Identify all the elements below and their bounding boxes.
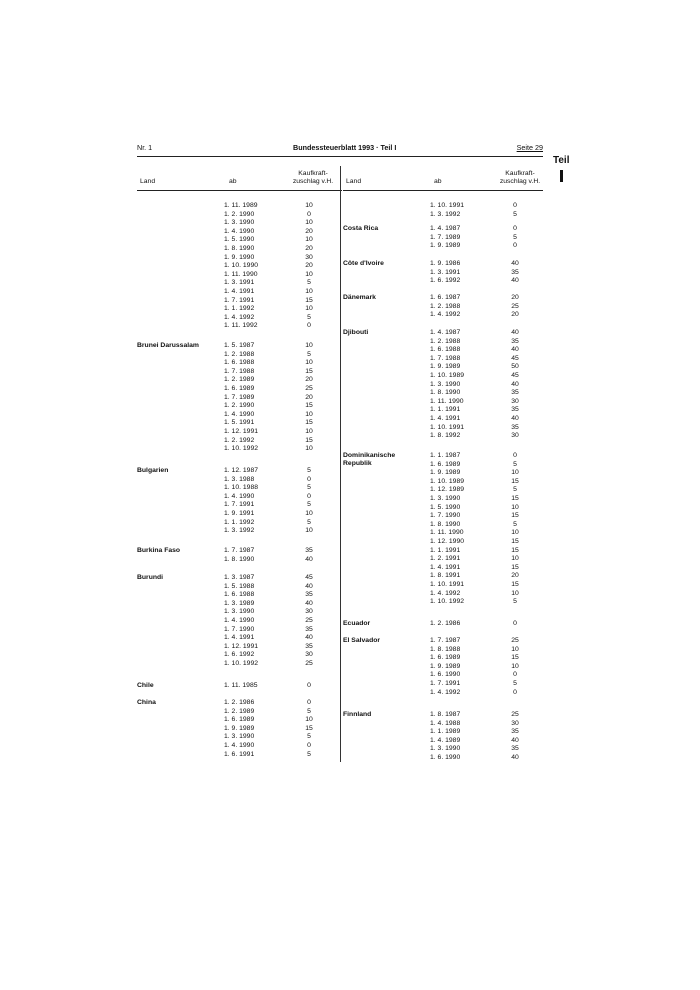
effective-date: 1. 3. 1988: [224, 475, 255, 483]
surcharge-value: 0: [307, 475, 311, 483]
country-name: Côte d'Ivoire: [343, 260, 384, 267]
effective-date: 1. 8. 1987: [430, 711, 461, 718]
effective-date: 1. 4. 1990: [224, 410, 255, 418]
surcharge-value: 5: [307, 707, 311, 715]
col-land-right: Land: [346, 178, 362, 185]
effective-date: 1. 1. 1989: [430, 728, 461, 736]
effective-date: 1. 3. 1990: [224, 608, 255, 616]
surcharge-value: 15: [305, 367, 313, 375]
surcharge-value: 5: [307, 467, 311, 474]
effective-date: 1. 3. 1990: [224, 219, 255, 227]
effective-date: 1. 7. 1987: [224, 547, 255, 554]
effective-date: 1. 3. 1990: [430, 380, 461, 388]
surcharge-value: 0: [513, 225, 517, 232]
surcharge-value: 35: [511, 337, 519, 345]
column-divider: [340, 166, 341, 762]
surcharge-value: 5: [307, 350, 311, 358]
effective-date: 1. 2. 1989: [224, 376, 255, 384]
surcharge-value: 10: [305, 342, 313, 349]
effective-date: 1. 1. 1991: [430, 546, 461, 554]
surcharge-value: 0: [307, 210, 311, 218]
effective-date: 1. 3. 1989: [224, 599, 255, 607]
effective-date: 1. 4. 1989: [430, 736, 461, 744]
effective-date: 1. 3. 1990: [430, 495, 461, 502]
surcharge-value: 30: [305, 253, 313, 261]
col-ab-right: ab: [434, 178, 442, 185]
country-name: Burundi: [137, 574, 164, 581]
surcharge-value: 10: [511, 662, 519, 670]
effective-date: 1. 11. 1990: [430, 529, 464, 537]
effective-date: 1. 5. 1991: [224, 419, 255, 427]
col-zuschlag-right: Kaufkraft- zuschlag v.H.: [499, 170, 541, 185]
effective-date: 1. 11. 1990: [224, 270, 258, 278]
surcharge-value: 0: [307, 492, 311, 500]
effective-date: 1. 4. 1990: [224, 617, 255, 624]
surcharge-value: 30: [305, 608, 313, 616]
effective-date: 1. 4. 1988: [430, 719, 461, 727]
effective-date: 1. 2. 1991: [430, 555, 461, 563]
effective-date: 1. 9. 1991: [224, 510, 255, 517]
surcharge-value: 10: [305, 202, 313, 209]
effective-date: 1. 4. 1992: [224, 313, 255, 321]
effective-date: 1. 10. 1991: [430, 202, 465, 209]
surcharge-value: 5: [307, 279, 311, 287]
surcharge-value: 0: [513, 242, 517, 250]
effective-date: 1. 7. 1991: [224, 296, 255, 304]
effective-date: 1. 7. 1990: [430, 512, 461, 520]
effective-date: 1. 3. 1987: [224, 574, 255, 581]
surcharge-value: 5: [513, 680, 517, 687]
page-header: [137, 143, 545, 155]
surcharge-value: 5: [513, 233, 517, 241]
country-name: Finnland: [343, 711, 372, 718]
column-header-rule-right: [343, 190, 543, 191]
effective-date: 1. 10. 1988: [224, 484, 259, 492]
effective-date: 1. 11. 1989: [224, 202, 258, 209]
effective-date: 1. 6. 1992: [224, 651, 255, 659]
country-name: Djibouti: [343, 329, 369, 336]
surcharge-value: 5: [307, 750, 311, 758]
effective-date: 1. 12. 1989: [430, 486, 465, 494]
effective-date: 1. 12. 1987: [224, 467, 259, 474]
surcharge-value: 40: [511, 415, 519, 422]
surcharge-value: 40: [511, 346, 519, 354]
effective-date: 1. 4. 1991: [430, 563, 461, 571]
surcharge-value: 5: [513, 520, 517, 528]
effective-date: 1. 10. 1990: [224, 262, 259, 270]
surcharge-value: 20: [511, 572, 519, 580]
part-label: Teil: [553, 155, 570, 166]
effective-date: 1. 2. 1992: [224, 436, 255, 444]
surcharge-value: 15: [511, 512, 519, 520]
effective-date: 1. 10. 1989: [430, 477, 465, 485]
surcharge-value: 40: [305, 582, 313, 590]
effective-date: 1. 2. 1988: [430, 337, 461, 345]
surcharge-value: 15: [305, 724, 313, 732]
effective-date: 1. 8. 1990: [430, 389, 461, 397]
effective-date: 1. 4. 1992: [430, 589, 461, 597]
effective-date: 1. 3. 1991: [224, 279, 255, 287]
effective-date: 1. 10. 1991: [430, 581, 465, 588]
surcharge-value: 10: [305, 270, 313, 278]
effective-date: 1. 10. 1991: [430, 423, 465, 431]
col-land-left: Land: [140, 178, 156, 185]
surcharge-value: 15: [511, 477, 519, 485]
surcharge-value: 5: [307, 484, 311, 492]
surcharge-value: 20: [305, 393, 313, 401]
surcharge-value: 10: [305, 359, 313, 367]
effective-date: 1. 8. 1992: [430, 432, 461, 440]
surcharge-value: 15: [305, 296, 313, 304]
effective-date: 1. 11. 1985: [224, 682, 258, 689]
surcharge-value: 0: [513, 671, 517, 679]
surcharge-value: 10: [511, 503, 519, 511]
surcharge-value: 5: [513, 486, 517, 494]
effective-date: 1. 6. 1992: [430, 277, 461, 285]
effective-date: 1. 8. 1991: [430, 572, 461, 580]
effective-date: 1. 2. 1990: [224, 402, 255, 410]
effective-date: 1. 6. 1991: [224, 750, 255, 758]
effective-date: 1. 2. 1989: [224, 707, 255, 715]
effective-date: 1. 6. 1988: [430, 346, 461, 354]
effective-date: 1. 10. 1992: [224, 660, 259, 667]
surcharge-value: 30: [511, 397, 519, 405]
effective-date: 1. 9. 1989: [224, 724, 255, 732]
effective-date: 1. 4. 1991: [224, 634, 255, 642]
surcharge-value: 20: [305, 376, 313, 384]
surcharge-value: 10: [305, 410, 313, 418]
effective-date: 1. 5. 1988: [224, 582, 255, 590]
effective-date: 1. 2. 1988: [224, 350, 255, 358]
effective-date: 1. 6. 1990: [430, 754, 461, 761]
surcharge-value: 5: [307, 313, 311, 321]
surcharge-value: 30: [511, 719, 519, 727]
surcharge-value: 40: [305, 599, 313, 607]
country-name: Brunei Darussalam: [137, 342, 199, 349]
effective-date: 1. 12. 1991: [224, 428, 259, 435]
surcharge-value: 40: [305, 555, 313, 563]
surcharge-value: 35: [511, 406, 519, 414]
surcharge-value: 30: [305, 651, 313, 659]
surcharge-value: 15: [511, 654, 519, 662]
effective-date: 1. 4. 1990: [224, 227, 255, 235]
effective-date: 1. 7. 1988: [430, 354, 461, 362]
surcharge-value: 15: [305, 419, 313, 427]
surcharge-value: 35: [511, 389, 519, 397]
effective-date: 1. 10. 1992: [430, 598, 465, 606]
surcharge-value: 35: [511, 423, 519, 431]
effective-date: 1. 3. 1990: [430, 745, 461, 753]
effective-date: 1. 7. 1989: [224, 393, 255, 401]
country-name: Bulgarien: [137, 467, 169, 474]
effective-date: 1. 7. 1989: [430, 233, 461, 241]
effective-date: 1. 7. 1991: [430, 680, 461, 687]
country-name: China: [137, 699, 156, 706]
surcharge-value: 25: [305, 385, 313, 392]
country-name: Costa Rica: [343, 225, 379, 232]
surcharge-value: 40: [511, 736, 519, 744]
effective-date: 1. 4. 1991: [430, 415, 461, 422]
surcharge-value: 45: [305, 574, 313, 581]
effective-date: 1. 9. 1986: [430, 260, 461, 267]
effective-date: 1. 12. 1990: [430, 538, 465, 545]
surcharge-value: 15: [511, 495, 519, 502]
effective-date: 1. 8. 1990: [224, 555, 255, 563]
surcharge-value: 35: [511, 745, 519, 753]
part-roman-numeral: [560, 170, 563, 182]
effective-date: 1. 1. 1987: [430, 452, 461, 459]
surcharge-value: 25: [305, 617, 313, 624]
effective-date: 1. 3. 1992: [430, 210, 461, 218]
surcharge-value: 10: [305, 445, 313, 453]
effective-date: 1. 3. 1991: [430, 268, 461, 276]
surcharge-value: 10: [511, 645, 519, 653]
effective-date: 1. 6. 1989: [430, 654, 461, 662]
surcharge-value: 40: [511, 329, 519, 336]
effective-date: 1. 4. 1991: [224, 288, 255, 295]
country-name: Dänemark: [343, 294, 376, 301]
surcharge-value: 15: [511, 538, 519, 545]
surcharge-value: 15: [305, 436, 313, 444]
effective-date: 1. 9. 1989: [430, 242, 461, 250]
surcharge-value: 0: [513, 452, 517, 459]
effective-date: 1. 2. 1986: [224, 699, 255, 706]
effective-date: 1. 3. 1992: [224, 527, 255, 535]
effective-date: 1. 1. 1991: [430, 406, 461, 414]
surcharge-value: 35: [511, 728, 519, 736]
surcharge-value: 25: [511, 711, 519, 718]
country-name: Chile: [137, 682, 154, 689]
surcharge-value: 0: [307, 682, 311, 689]
surcharge-value: 20: [511, 294, 519, 301]
effective-date: 1. 7. 1991: [224, 501, 255, 509]
effective-date: 1. 6. 1989: [430, 460, 461, 468]
surcharge-value: 10: [511, 529, 519, 537]
surcharge-value: 5: [513, 598, 517, 606]
effective-date: 1. 4. 1987: [430, 329, 461, 336]
effective-date: 1. 2. 1990: [224, 210, 255, 218]
effective-date: 1. 6. 1988: [224, 359, 255, 367]
surcharge-value: 0: [513, 620, 517, 627]
col-zuschlag-left: Kaufkraft- zuschlag v.H.: [292, 170, 334, 185]
surcharge-value: 20: [305, 262, 313, 270]
effective-date: 1. 6. 1989: [224, 716, 255, 724]
surcharge-value: 0: [513, 688, 517, 696]
surcharge-value: 35: [305, 642, 313, 650]
effective-date: 1. 7. 1990: [224, 625, 255, 633]
surcharge-value: 15: [511, 581, 519, 588]
surcharge-value: 10: [305, 219, 313, 227]
effective-date: 1. 5. 1987: [224, 342, 255, 349]
effective-date: 1. 1. 1992: [224, 305, 255, 313]
effective-date: 1. 12. 1991: [224, 642, 259, 650]
surcharge-value: 20: [305, 245, 313, 252]
effective-date: 1. 4. 1987: [430, 225, 461, 232]
surcharge-value: 0: [307, 699, 311, 706]
surcharge-value: 40: [305, 634, 313, 642]
effective-date: 1. 10. 1992: [224, 445, 259, 453]
issue-number: Nr. 1: [137, 143, 153, 152]
surcharge-value: 15: [305, 402, 313, 410]
surcharge-value: 5: [513, 460, 517, 468]
surcharge-value: 45: [511, 354, 519, 362]
country-name: El Salvador: [343, 637, 381, 644]
surcharge-value: 10: [305, 527, 313, 535]
effective-date: 1. 6. 1990: [430, 671, 461, 679]
effective-date: 1. 1. 1992: [224, 518, 255, 526]
column-header-rule-left: [137, 190, 342, 191]
surcharge-value: 15: [511, 546, 519, 554]
country-name: Burkina Faso: [137, 547, 181, 554]
effective-date: 1. 6. 1988: [224, 591, 255, 599]
effective-date: 1. 2. 1986: [430, 620, 461, 627]
effective-date: 1. 8. 1990: [224, 245, 255, 252]
col-ab-left: ab: [229, 178, 237, 185]
surcharge-value: 15: [511, 563, 519, 571]
surcharge-value: 10: [305, 510, 313, 517]
surcharge-value: 10: [305, 288, 313, 295]
effective-date: 1. 7. 1987: [430, 637, 461, 644]
surcharge-value: 10: [511, 555, 519, 563]
country-name: Ecuador: [343, 620, 371, 627]
surcharge-value: 10: [305, 428, 313, 435]
effective-date: 1. 9. 1989: [430, 363, 461, 371]
surcharge-value: 25: [511, 637, 519, 644]
effective-date: 1. 7. 1988: [224, 367, 255, 375]
surcharge-value: 25: [305, 660, 313, 667]
surcharge-value: 35: [305, 591, 313, 599]
effective-date: 1. 10. 1989: [430, 372, 465, 379]
surcharge-value: 40: [511, 380, 519, 388]
surcharge-value: 40: [511, 260, 519, 267]
effective-date: 1. 4. 1992: [430, 311, 461, 319]
effective-date: 1. 5. 1990: [224, 236, 255, 244]
effective-date: 1. 9. 1989: [430, 469, 461, 477]
surcharge-value: 20: [511, 311, 519, 319]
header-rule: [137, 156, 543, 157]
effective-date: 1. 3. 1990: [224, 733, 255, 741]
page-number: Seite 29: [516, 143, 543, 152]
surcharge-value: 0: [513, 202, 517, 209]
surcharge-value: 10: [511, 589, 519, 597]
surcharge-value: 10: [305, 716, 313, 724]
surcharge-value: 20: [305, 227, 313, 235]
surcharge-value: 5: [307, 733, 311, 741]
surcharge-value: 35: [511, 268, 519, 276]
surcharge-value: 5: [513, 210, 517, 218]
effective-date: 1. 4. 1990: [224, 742, 255, 749]
publication-title: Bundessteuerblatt 1993 · Teil I: [293, 143, 397, 152]
effective-date: 1. 11. 1990: [430, 397, 464, 405]
surcharge-value: 10: [305, 236, 313, 244]
surcharge-value: 5: [307, 501, 311, 509]
effective-date: 1. 9. 1990: [224, 253, 255, 261]
effective-date: 1. 5. 1990: [430, 503, 461, 511]
surcharge-value: 10: [511, 469, 519, 477]
surcharge-value: 45: [511, 372, 519, 379]
surcharge-value: 0: [307, 742, 311, 749]
surcharge-value: 30: [511, 432, 519, 440]
surcharge-value: 5: [307, 518, 311, 526]
surcharge-value: 40: [511, 277, 519, 285]
surcharge-value: 10: [305, 305, 313, 313]
effective-date: 1. 4. 1992: [430, 688, 461, 696]
effective-date: 1. 4. 1990: [224, 492, 255, 500]
surcharge-value: 35: [305, 625, 313, 633]
surcharge-value: 35: [305, 547, 313, 554]
surcharge-value: 50: [511, 363, 519, 371]
effective-date: 1. 8. 1990: [430, 520, 461, 528]
surcharge-value: 0: [307, 322, 311, 330]
surcharge-value: 25: [511, 302, 519, 310]
effective-date: 1. 11. 1992: [224, 322, 258, 330]
country-name: Dominikanische Republik: [343, 452, 396, 467]
effective-date: 1. 6. 1989: [224, 385, 255, 392]
effective-date: 1. 6. 1987: [430, 294, 461, 301]
effective-date: 1. 9. 1989: [430, 662, 461, 670]
surcharge-value: 40: [511, 754, 519, 761]
effective-date: 1. 8. 1988: [430, 645, 461, 653]
effective-date: 1. 2. 1988: [430, 302, 461, 310]
